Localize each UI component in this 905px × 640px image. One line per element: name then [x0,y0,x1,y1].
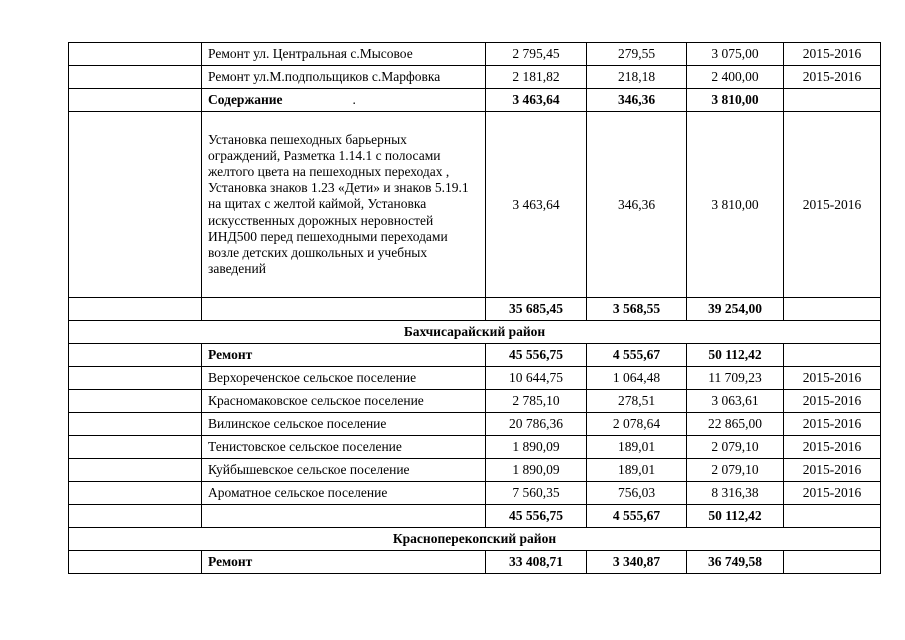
empty-cell [69,298,202,321]
value-cell: 7 560,35 [486,482,587,505]
value-cell: 279,55 [587,43,687,66]
budget-table-body [69,43,881,574]
section-title: Бахчисарайский район [69,321,881,344]
value-cell: 2 795,45 [486,43,587,66]
subtotal-row [69,344,881,367]
row-label: Красномаковское сельское поселение [208,393,424,409]
item-name [202,43,486,66]
section-row [69,528,881,551]
empty-cell [69,459,202,482]
period-cell: 2015-2016 [784,390,881,413]
empty-cell [202,505,486,528]
value-cell: 346,36 [587,89,687,112]
table-row [69,43,881,66]
row-label: Содержание [208,92,283,108]
row-label: Куйбышевское сельское поселение [208,462,410,478]
stray-dot: . [352,92,356,108]
item-name [202,436,486,459]
empty-cell [69,66,202,89]
row-label: Ремонт ул.М.подпольщиков с.Марфовка [208,69,441,85]
value-cell: 2 181,82 [486,66,587,89]
total-row [69,298,881,321]
subtotal-row [69,89,881,112]
empty-cell [69,413,202,436]
value-cell: 4 555,67 [587,344,687,367]
value-cell: 50 112,42 [687,344,784,367]
value-cell: 3 810,00 [687,112,784,298]
table-row [69,459,881,482]
row-label: Тенистовское сельское поселение [208,439,402,455]
empty-cell [202,298,486,321]
value-cell: 3 340,87 [587,551,687,574]
period-cell: 2015-2016 [784,413,881,436]
empty-cell [69,344,202,367]
total-row [69,505,881,528]
value-cell: 346,36 [587,112,687,298]
value-cell: 2 078,64 [587,413,687,436]
table-row [69,112,881,298]
item-description: Установка пешеходных барьерных ограждений, Разметка 1.14.1 с полосами желтого цвета на пешеходных переходах , Установка знаков 1.23 «Дети» и знаков 5.19.1 на щитах с желтой каймой, Установка искусственных дорожных неровностей ИНД500 перед пешеходными переходами возле детских дошкольных и учебных заведений [202,112,486,298]
subtotal-row [69,551,881,574]
empty-cell [784,505,881,528]
value-cell: 3 810,00 [687,89,784,112]
value-cell: 1 890,09 [486,436,587,459]
period-cell [784,551,881,574]
row-label: Ароматное сельское поселение [208,485,388,501]
value-cell: 3 463,64 [486,112,587,298]
budget-table [68,42,881,574]
table-row [69,367,881,390]
item-name [202,482,486,505]
empty-cell [69,367,202,390]
item-name [202,390,486,413]
row-label: Ремонт [208,347,253,363]
period-cell: 2015-2016 [784,112,881,298]
value-cell: 2 785,10 [486,390,587,413]
value-cell: 2 400,00 [687,66,784,89]
subtotal-label [202,89,486,112]
value-cell: 33 408,71 [486,551,587,574]
table-row [69,482,881,505]
total-value: 45 556,75 [486,505,587,528]
value-cell: 756,03 [587,482,687,505]
total-value: 35 685,45 [486,298,587,321]
total-value: 39 254,00 [687,298,784,321]
period-cell: 2015-2016 [784,482,881,505]
row-label: Ремонт ул. Центральная с.Мысовое [208,46,413,62]
value-cell: 20 786,36 [486,413,587,436]
section-row [69,321,881,344]
value-cell: 218,18 [587,66,687,89]
total-value: 50 112,42 [687,505,784,528]
subtotal-label [202,551,486,574]
value-cell: 10 644,75 [486,367,587,390]
empty-cell [69,436,202,459]
period-cell: 2015-2016 [784,459,881,482]
empty-cell [69,482,202,505]
table-row [69,413,881,436]
table-row [69,390,881,413]
row-label: Верхореченское сельское поселение [208,370,417,386]
empty-cell [69,390,202,413]
value-cell: 22 865,00 [687,413,784,436]
value-cell: 1 064,48 [587,367,687,390]
empty-cell [69,89,202,112]
value-cell: 189,01 [587,459,687,482]
period-cell: 2015-2016 [784,43,881,66]
empty-cell [69,112,202,298]
value-cell: 45 556,75 [486,344,587,367]
item-name [202,413,486,436]
empty-cell [69,43,202,66]
value-cell: 11 709,23 [687,367,784,390]
total-value: 4 555,67 [587,505,687,528]
value-cell: 2 079,10 [687,459,784,482]
row-label: Вилинское сельское поселение [208,416,387,432]
row-label: Ремонт [208,554,253,570]
value-cell: 189,01 [587,436,687,459]
value-cell: 3 463,64 [486,89,587,112]
value-cell: 8 316,38 [687,482,784,505]
period-cell: 2015-2016 [784,66,881,89]
item-name [202,459,486,482]
value-cell: 2 079,10 [687,436,784,459]
item-name [202,367,486,390]
period-cell: 2015-2016 [784,367,881,390]
subtotal-label [202,344,486,367]
value-cell: 278,51 [587,390,687,413]
table-row [69,66,881,89]
item-name [202,66,486,89]
period-cell [784,89,881,112]
table-row [69,436,881,459]
empty-cell [784,298,881,321]
value-cell: 3 075,00 [687,43,784,66]
period-cell [784,344,881,367]
value-cell: 3 063,61 [687,390,784,413]
empty-cell [69,551,202,574]
period-cell: 2015-2016 [784,436,881,459]
value-cell: 1 890,09 [486,459,587,482]
empty-cell [69,505,202,528]
total-value: 3 568,55 [587,298,687,321]
value-cell: 36 749,58 [687,551,784,574]
section-title: Красноперекопский район [69,528,881,551]
